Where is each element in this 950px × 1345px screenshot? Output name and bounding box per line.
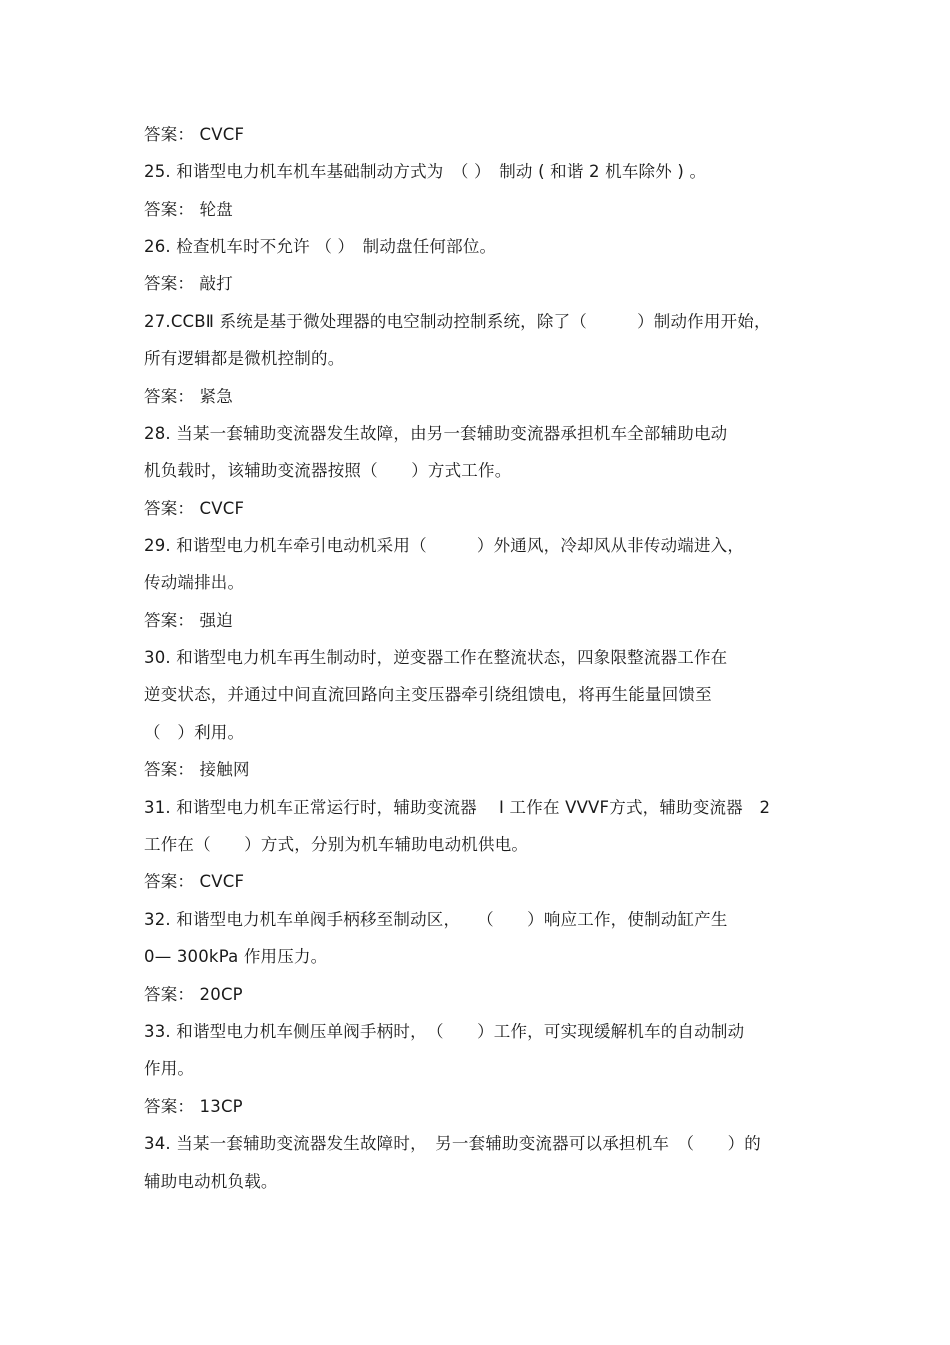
answer-line: 答案： 强迫	[144, 611, 233, 630]
answer-line: 答案： CVCF	[144, 499, 245, 518]
question-28-cont: 机负载时，该辅助变流器按照（ ）方式工作。	[144, 461, 512, 480]
answer-line: 答案： 轮盘	[144, 200, 233, 219]
question-26: 26. 检查机车时不允许 （ ） 制动盘任何部位。	[144, 237, 497, 256]
answer-line: 答案： 敲打	[144, 274, 233, 293]
question-30: 30. 和谐型电力机车再生制动时，逆变器工作在整流状态，四象限整流器工作在	[144, 648, 728, 667]
question-27-cont: 所有逻辑都是微机控制的。	[144, 349, 345, 368]
question-30-cont: 逆变状态，并通过中间直流回路向主变压器牵引绕组馈电，将再生能量回馈至	[144, 685, 712, 704]
question-29-cont: 传动端排出。	[144, 573, 245, 592]
answer-line: 答案： 20CP	[144, 985, 243, 1004]
question-28: 28. 当某一套辅助变流器发生故障，由另一套辅助变流器承担机车全部辅助电动	[144, 424, 728, 443]
question-33: 33. 和谐型电力机车侧压单阀手柄时， （ ）工作，可实现缓解机车的自动制动	[144, 1022, 745, 1041]
question-34: 34. 当某一套辅助变流器发生故障时， 另一套辅助变流器可以承担机车 （ ）的	[144, 1134, 761, 1153]
question-31: 31. 和谐型电力机车正常运行时，辅助变流器 Ⅰ 工作在 VVVF方式，辅助变流器 2	[144, 798, 771, 817]
question-31-cont: 工作在（ ）方式，分别为机车辅助电动机供电。	[144, 835, 529, 854]
answer-line: 答案： CVCF	[144, 872, 245, 891]
question-32-cont: 0— 300kPa 作用压力。	[144, 947, 328, 966]
question-25: 25. 和谐型电力机车机车基础制动方式为 （ ） 制动 ( 和谐 2 机车除外 ) 。	[144, 162, 707, 181]
answer-line: 答案： 13CP	[144, 1097, 243, 1116]
answer-line: 答案： 紧急	[144, 387, 233, 406]
question-33-cont: 作用。	[144, 1059, 195, 1078]
question-32: 32. 和谐型电力机车单阀手柄移至制动区， （ ）响应工作，使制动缸产生	[144, 910, 728, 929]
question-29: 29. 和谐型电力机车牵引电动机采用（ ）外通风，冷却风从非传动端进入，	[144, 536, 745, 555]
question-34-cont: 辅助电动机负载。	[144, 1172, 278, 1191]
question-27: 27.CCBⅡ 系统是基于微处理器的电空制动控制系统，除了（ ）制动作用开始，	[144, 312, 771, 331]
answer-line: 答案： CVCF	[144, 125, 245, 144]
question-30-cont: （ ）利用。	[144, 723, 245, 742]
answer-line: 答案： 接触网	[144, 760, 250, 779]
